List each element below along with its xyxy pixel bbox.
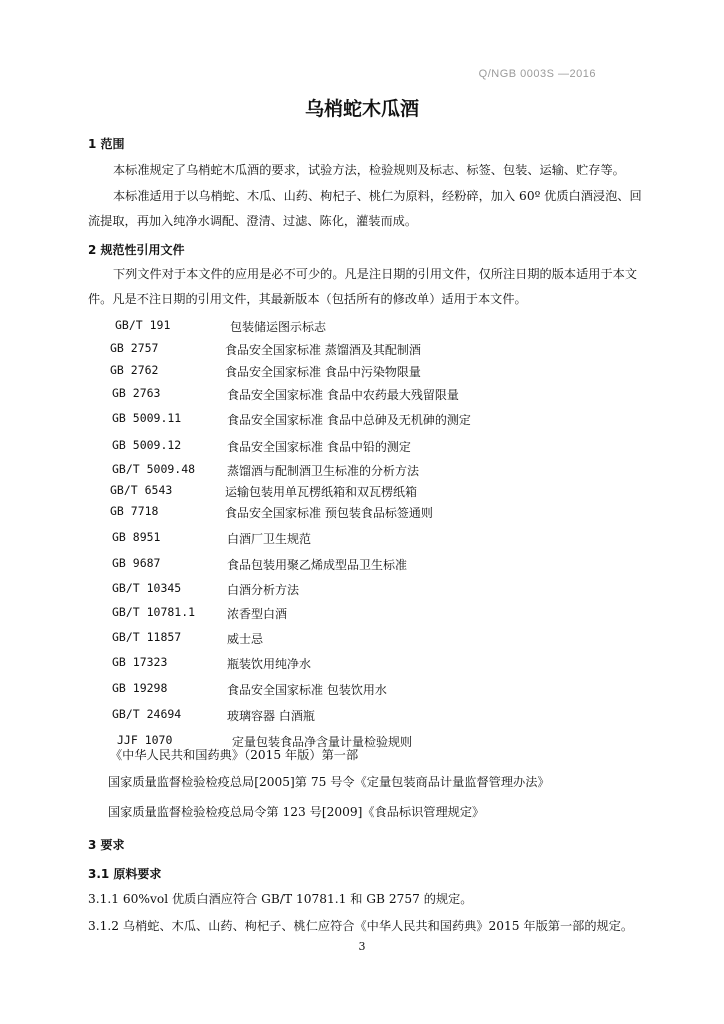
reference-code: GB/T 10345 <box>112 581 182 595</box>
section-heading-scope: 1 范围 <box>88 137 125 151</box>
reference-title: 食品安全国家标准 食品中农药最大残留限量 <box>227 388 459 402</box>
reference-title: 食品安全国家标准 预包装食品标签通则 <box>225 506 433 520</box>
reference-title: 浓香型白酒 <box>227 607 288 621</box>
reference-order-123: 国家质量监督检验检疫总局令第 123 号[2009]《食品标识管理规定》 <box>108 805 485 819</box>
reference-code: GB 17323 <box>112 655 168 669</box>
reference-title: 定量包装食品净含量计量检验规则 <box>232 735 413 749</box>
reference-code: GB/T 6543 <box>110 483 173 497</box>
reference-title: 食品安全国家标准 食品中铅的测定 <box>227 440 411 454</box>
reference-order-75: 国家质量监督检验检疫总局[2005]第 75 号令《定量包装商品计量监督管理办法》 <box>108 775 550 789</box>
reference-title: 食品包装用聚乙烯成型品卫生标准 <box>227 558 408 572</box>
reference-title: 食品安全国家标准 食品中污染物限量 <box>225 365 421 379</box>
reference-code: JJF 1070 <box>117 733 173 747</box>
section-heading-requirements: 3 要求 <box>88 838 125 852</box>
reference-title: 玻璃容器 白酒瓶 <box>227 709 315 723</box>
reference-title: 食品安全国家标准 蒸馏酒及其配制酒 <box>225 343 421 357</box>
reference-code: GB/T 10781.1 <box>112 605 196 619</box>
reference-title: 包装储运图示标志 <box>230 320 327 334</box>
reference-title: 食品安全国家标准 包装饮用水 <box>227 683 387 697</box>
requirement-3-1-2: 3.1.2 乌梢蛇、木瓜、山药、枸杞子、桃仁应符合《中华人民共和国药典》2015 年版第一部的规定。 <box>88 919 634 933</box>
reference-title: 瓶装饮用纯净水 <box>227 657 312 671</box>
reference-title: 白酒分析方法 <box>227 583 300 597</box>
reference-code: GB 5009.11 <box>112 411 182 425</box>
standard-code: Q/NGB 0003S —2016 <box>478 68 596 80</box>
reference-code: GB/T 5009.48 <box>112 462 196 476</box>
scope-paragraph-1: 本标准规定了乌梢蛇木瓜酒的要求，试验方法，检验规则及标志、标签、包装、运输、贮存等。 <box>113 163 625 177</box>
reference-code: GB/T 191 <box>115 318 171 332</box>
reference-pharmacopoeia: 《中华人民共和国药典》（2015 年版）第一部 <box>110 748 359 762</box>
references-intro: 下列文件对于本文件的应用是必不可少的。凡是注日期的引用文件，仅所注日期的版本适用于本文件。凡是不注日期的引用文件，其最新版本（包括所有的修改单）适用于本文件。 <box>88 267 638 306</box>
reference-code: GB/T 11857 <box>112 630 182 644</box>
requirement-3-1-1: 3.1.1 60%vol 优质白酒应符合 GB/T 10781.1 和 GB 2757 的规定。 <box>88 892 473 906</box>
reference-title: 蒸馏酒与配制酒卫生标准的分析方法 <box>227 464 420 478</box>
subsection-heading-raw-materials: 3.1 原料要求 <box>88 867 162 881</box>
scope-paragraph-2: 本标准适用于以乌梢蛇、木瓜、山药、枸杞子、桃仁为原料，经粉碎，加入 60º 优质白酒浸泡、回流提取，再加入纯净水调配、澄清、过滤、陈化，灌装而成。 <box>88 189 642 228</box>
reference-title: 食品安全国家标准 食品中总砷及无机砷的测定 <box>227 413 471 427</box>
section-heading-references: 2 规范性引用文件 <box>88 243 185 257</box>
reference-title: 白酒厂卫生规范 <box>227 532 312 546</box>
page-number: 3 <box>358 940 366 953</box>
reference-code: GB 2762 <box>110 363 159 377</box>
reference-title: 威士忌 <box>227 632 264 646</box>
reference-code: GB 9687 <box>112 556 161 570</box>
reference-title: 运输包装用单瓦楞纸箱和双瓦楞纸箱 <box>225 485 418 499</box>
reference-code: GB 19298 <box>112 681 168 695</box>
reference-code: GB 5009.12 <box>112 438 182 452</box>
reference-code: GB/T 24694 <box>112 707 182 721</box>
reference-code: GB 8951 <box>112 530 161 544</box>
reference-code: GB 2763 <box>112 386 161 400</box>
document-title: 乌梢蛇木瓜酒 <box>304 98 419 120</box>
reference-code: GB 2757 <box>110 341 159 355</box>
reference-code: GB 7718 <box>110 504 159 518</box>
